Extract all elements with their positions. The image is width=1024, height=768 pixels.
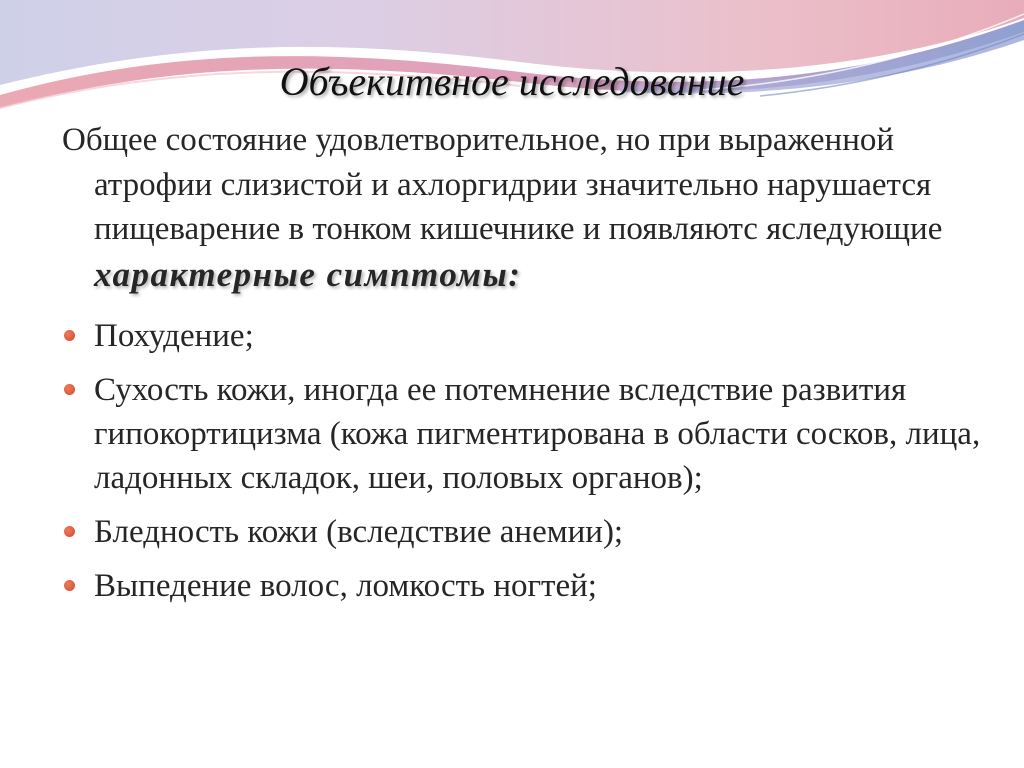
bullet-dot-icon: [64, 330, 75, 341]
list-item-text: Похудение;: [94, 318, 254, 354]
list-item-text: Выпедение волос, ломкость ногтей;: [94, 568, 597, 604]
bullet-dot-icon: [64, 580, 75, 591]
slide-title: Объекитвное исследование: [279, 59, 745, 104]
list-item-text: Сухость кожи, иногда ее потемнение вследствие развития гипокортицизма (кожа пигментирована в области сосков, лица, ладонных складок, шеи, половых органов);: [94, 372, 981, 496]
bullet-dot-icon: [64, 384, 75, 395]
list-item: [62, 564, 992, 608]
list-item: [62, 368, 992, 500]
slide-body: [62, 118, 992, 618]
bullet-dot-icon: [64, 526, 75, 537]
list-item-text: Бледность кожи (вследствие анемии);: [94, 514, 624, 550]
emphasis-text: характерные симптомы:: [94, 254, 522, 294]
intro-text: Общее состояние удовлетворительное, но при выраженной атрофии слизистой и ахлоргидрии значительно нарушается пищеварение в тонком кишечнике и появляютс яследующие: [62, 122, 943, 247]
symptom-list: [62, 314, 992, 608]
list-item: [62, 510, 992, 554]
intro-paragraph: [62, 118, 992, 298]
list-item: [62, 314, 992, 358]
